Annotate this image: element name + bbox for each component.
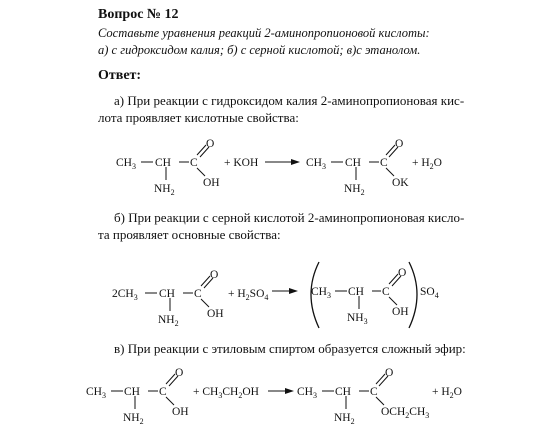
eq-b-nh2: $NH_2$ — [158, 314, 179, 328]
eq-b-product-so4: $SO_4$ — [420, 286, 439, 300]
eq-a-c: C — [190, 157, 198, 169]
eq-a-ch: CH — [155, 157, 171, 169]
part-c-text-line1: в) При реакции с этиловым спиртом образуется сложный эфир: — [114, 341, 466, 356]
eq-b-reagent: + $H_2SO_4$ — [228, 288, 269, 302]
eq-c-product-nh2: $NH_2$ — [334, 412, 355, 426]
eq-a-product-o: O — [395, 138, 404, 150]
eq-b-product-oh: OH — [392, 306, 409, 318]
eq-b-product-nh3: $NH_3$ — [347, 312, 368, 326]
eq-c-product-ch3: $CH_3$ — [297, 386, 317, 400]
question-title: Вопрос № 12 — [98, 7, 179, 22]
eq-b-o: O — [210, 269, 219, 281]
eq-b-product-ch: CH — [348, 286, 364, 298]
eq-a-nh2: $NH_2$ — [154, 183, 175, 197]
eq-b-product-ch3: $CH_3$ — [311, 286, 331, 300]
eq-c-product-ch: CH — [335, 386, 351, 398]
question-text-line2: а) с гидроксидом калия; б) с серной кислотой; в)с этанолом. — [98, 43, 421, 57]
eq-b-2ch3: $2CH_3$ — [112, 288, 138, 302]
eq-a-product-ch3: $CH_3$ — [306, 157, 326, 171]
part-a-text-line1: а) При реакции с гидроксидом калия 2-аминопропионовая кис- — [114, 93, 465, 108]
eq-b-ch: CH — [159, 288, 175, 300]
eq-a-product-nh2: $NH_2$ — [344, 183, 365, 197]
eq-b-oh: OH — [207, 308, 224, 320]
equation-c — [86, 367, 462, 426]
part-b-text-line2: та проявляет основные свойства: — [98, 227, 281, 242]
eq-c-product-o: O — [385, 367, 394, 379]
part-b-text-line1: б) При реакции с серной кислотой 2-аминопропионовая кисло- — [114, 210, 465, 225]
eq-a-product-c: C — [380, 157, 388, 169]
eq-a-ch3: $CH_3$ — [116, 157, 136, 171]
eq-c-water: + $H_2O$ — [432, 386, 462, 400]
eq-c-oh: OH — [172, 406, 189, 418]
question-text-line1: Составьте уравнения реакций 2-аминопропионовой кислоты: — [98, 26, 430, 40]
eq-a-o: O — [206, 138, 215, 150]
eq-c-ch: CH — [124, 386, 140, 398]
eq-c-reagent: + $CH_3CH_2OH$ — [193, 386, 259, 400]
eq-c-product-ester: $OCH_2CH_3$ — [381, 406, 430, 420]
eq-b-c: C — [194, 288, 202, 300]
eq-a-water: + $H_2O$ — [412, 157, 442, 171]
part-a-text-line2: лота проявляет кислотные свойства: — [98, 110, 299, 125]
eq-c-c: C — [159, 386, 167, 398]
eq-a-product-ch: CH — [345, 157, 361, 169]
eq-b-product-o: O — [398, 267, 407, 279]
eq-c-nh2: $NH_2$ — [123, 412, 144, 426]
eq-c-o: O — [175, 367, 184, 379]
eq-b-product-c: C — [382, 286, 390, 298]
eq-a-oh: OH — [203, 177, 220, 189]
eq-a-product-ok: OK — [392, 177, 409, 189]
eq-a-reagent: + KOH — [224, 157, 259, 169]
answer-heading: Ответ: — [98, 68, 142, 83]
eq-c-product-c: C — [370, 386, 378, 398]
eq-c-ch3: $CH_3$ — [86, 386, 106, 400]
